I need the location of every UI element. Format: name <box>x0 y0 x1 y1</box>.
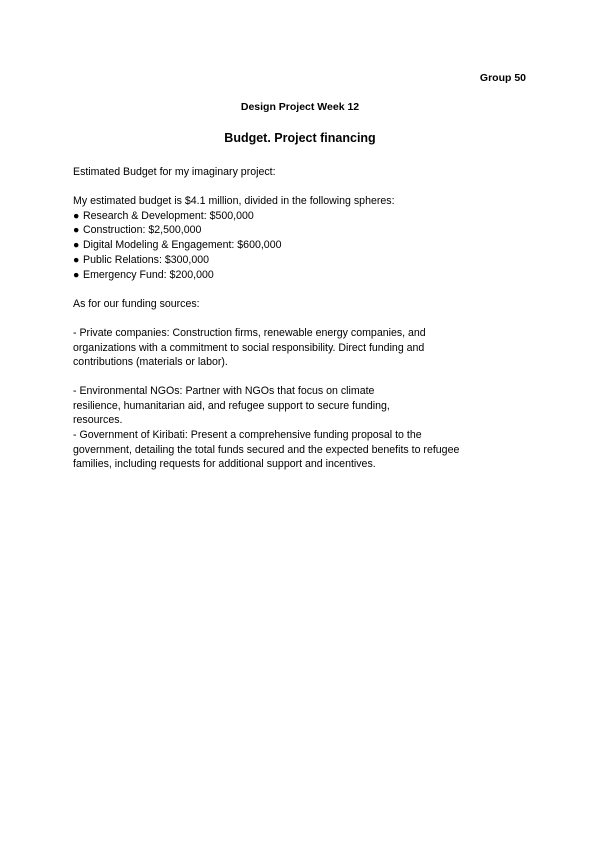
bullet-icon: ● <box>73 209 80 222</box>
budget-item-label: Construction: $2,500,000 <box>83 224 202 237</box>
document-title: Design Project Week 12 <box>240 101 360 113</box>
funding-heading: As for our funding sources: <box>73 298 200 310</box>
document-subtitle: Budget. Project financing <box>224 131 376 145</box>
funding-source-ngo: - Environmental NGOs: Partner with NGOs that focus on climate resilience, humanitarian aid, and refugee support to secure funding, resources. <box>73 385 390 427</box>
list-item <box>73 268 493 283</box>
list-item <box>73 209 493 224</box>
list-item <box>73 223 493 238</box>
budget-item-label: Public Relations: $300,000 <box>83 253 210 266</box>
budget-list <box>73 209 493 283</box>
budget-item-label: Emergency Fund: $200,000 <box>83 268 214 281</box>
budget-item-label: Digital Modeling & Engagement: $600,000 <box>83 239 282 252</box>
list-item <box>73 238 493 253</box>
bullet-icon: ● <box>73 224 80 237</box>
bullet-icon: ● <box>73 239 80 252</box>
intro-paragraph: Estimated Budget for my imaginary project: <box>73 166 276 178</box>
group-label: Group 50 <box>479 72 526 84</box>
budget-item-label: Research & Development: $500,000 <box>83 209 254 222</box>
funding-source-government: - Government of Kiribati: Present a comprehensive funding proposal to the government, detailing the total funds secured and the expected benefits to refugee families, including requests for additional support and incentives. <box>73 429 460 471</box>
bullet-icon: ● <box>73 253 80 266</box>
budget-summary: My estimated budget is $4.1 million, divided in the following spheres: <box>73 195 395 207</box>
bullet-icon: ● <box>73 268 80 281</box>
list-item <box>73 253 493 268</box>
budget-section <box>73 194 493 282</box>
funding-source-private: - Private companies: Construction firms, renewable energy companies, and organizations with a commitment to social responsibility. Direct funding and contributions (materials or labor). <box>73 327 426 369</box>
